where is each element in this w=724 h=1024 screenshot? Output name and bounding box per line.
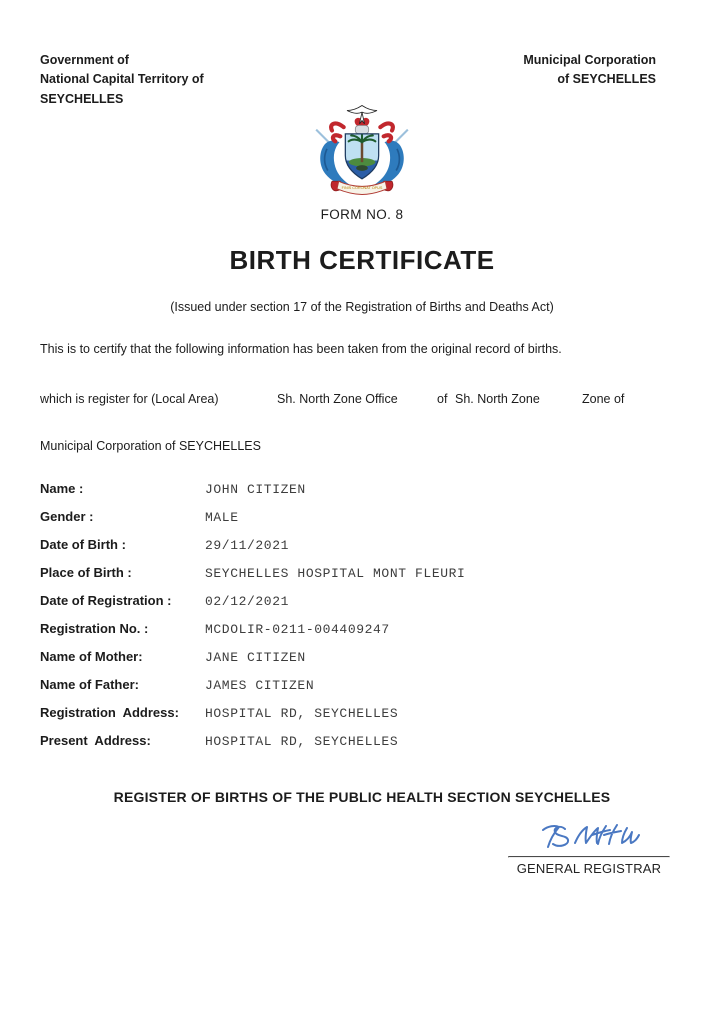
field-value: 02/12/2021: [205, 594, 290, 609]
field-label: Name of Mother:: [40, 649, 143, 664]
emblem-motto-text: FINIS CORONAT OPUS: [341, 185, 383, 190]
signature-block: [508, 820, 670, 876]
field-row-name-of-father: [40, 677, 684, 705]
field-value: SEYCHELLES HOSPITAL MONT FLEURI: [205, 566, 466, 581]
signature-line: [508, 856, 670, 858]
field-label: Registration Address:: [40, 705, 179, 720]
field-row-date-of-registration: [40, 593, 684, 621]
issuer-line: Municipal Corporation: [523, 53, 656, 67]
field-value: MALE: [205, 510, 239, 525]
coat-of-arms-icon: [312, 102, 412, 204]
issuer-line: National Capital Territory of: [40, 72, 204, 87]
registrar-signature-icon: [529, 820, 649, 854]
field-row-present-address: [40, 733, 684, 761]
field-value: HOSPITAL RD, SEYCHELLES: [205, 734, 399, 749]
field-row-registration-address: [40, 705, 684, 733]
issuer-line: SEYCHELLES: [40, 91, 124, 106]
field-row-gender: [40, 509, 684, 537]
field-label: Date of Registration :: [40, 593, 172, 608]
register-of-births-heading: REGISTER OF BIRTHS OF THE PUBLIC HEALTH SECTION SEYCHELLES: [113, 789, 611, 805]
register-line: [40, 392, 704, 410]
document-header: [40, 51, 656, 109]
signatory-title: GENERAL REGISTRAR: [516, 861, 662, 876]
field-label: Present Address:: [40, 733, 151, 748]
field-label: Name of Father:: [40, 677, 139, 692]
issuer-line: Government of: [40, 53, 129, 67]
corporation-line: Municipal Corporation of SEYCHELLES: [40, 439, 261, 453]
field-value: 29/11/2021: [205, 538, 290, 553]
coat-of-arms-emblem: [0, 102, 724, 209]
register-line-suffix: Zone of: [582, 392, 625, 406]
field-value: JOHN CITIZEN: [205, 482, 306, 497]
page-title: BIRTH CERTIFICATE: [229, 245, 495, 275]
field-label: Name :: [40, 481, 84, 496]
field-label: Date of Birth :: [40, 537, 126, 552]
field-row-place-of-birth: [40, 565, 684, 593]
field-label: Registration No. :: [40, 621, 149, 636]
register-zone-name: Sh. North Zone: [455, 392, 540, 406]
field-value: HOSPITAL RD, SEYCHELLES: [205, 706, 399, 721]
issuer-left-block: [40, 51, 204, 109]
field-row-name: [40, 481, 684, 509]
field-value: JANE CITIZEN: [205, 650, 306, 665]
issuer-right-block: [523, 51, 656, 109]
field-value: MCDOLIR-0211-004409247: [205, 622, 390, 637]
field-value: JAMES CITIZEN: [205, 678, 315, 693]
certify-statement: This is to certify that the following information has been taken from the original record of births.: [40, 342, 562, 356]
register-line-connector: of: [437, 392, 448, 406]
field-row-name-of-mother: [40, 649, 684, 677]
field-row-date-of-birth: [40, 537, 684, 565]
field-row-registration-no: [40, 621, 684, 649]
certificate-fields: [40, 481, 684, 761]
register-zone-office: Sh. North Zone Office: [277, 392, 398, 406]
register-line-prefix: which is register for (Local Area): [40, 392, 219, 406]
field-label: Place of Birth :: [40, 565, 132, 580]
page-subtitle: (Issued under section 17 of the Registration of Births and Deaths Act): [170, 300, 554, 314]
form-number: FORM NO. 8: [320, 207, 404, 222]
field-label: Gender :: [40, 509, 94, 524]
issuer-line: of SEYCHELLES: [557, 72, 656, 87]
